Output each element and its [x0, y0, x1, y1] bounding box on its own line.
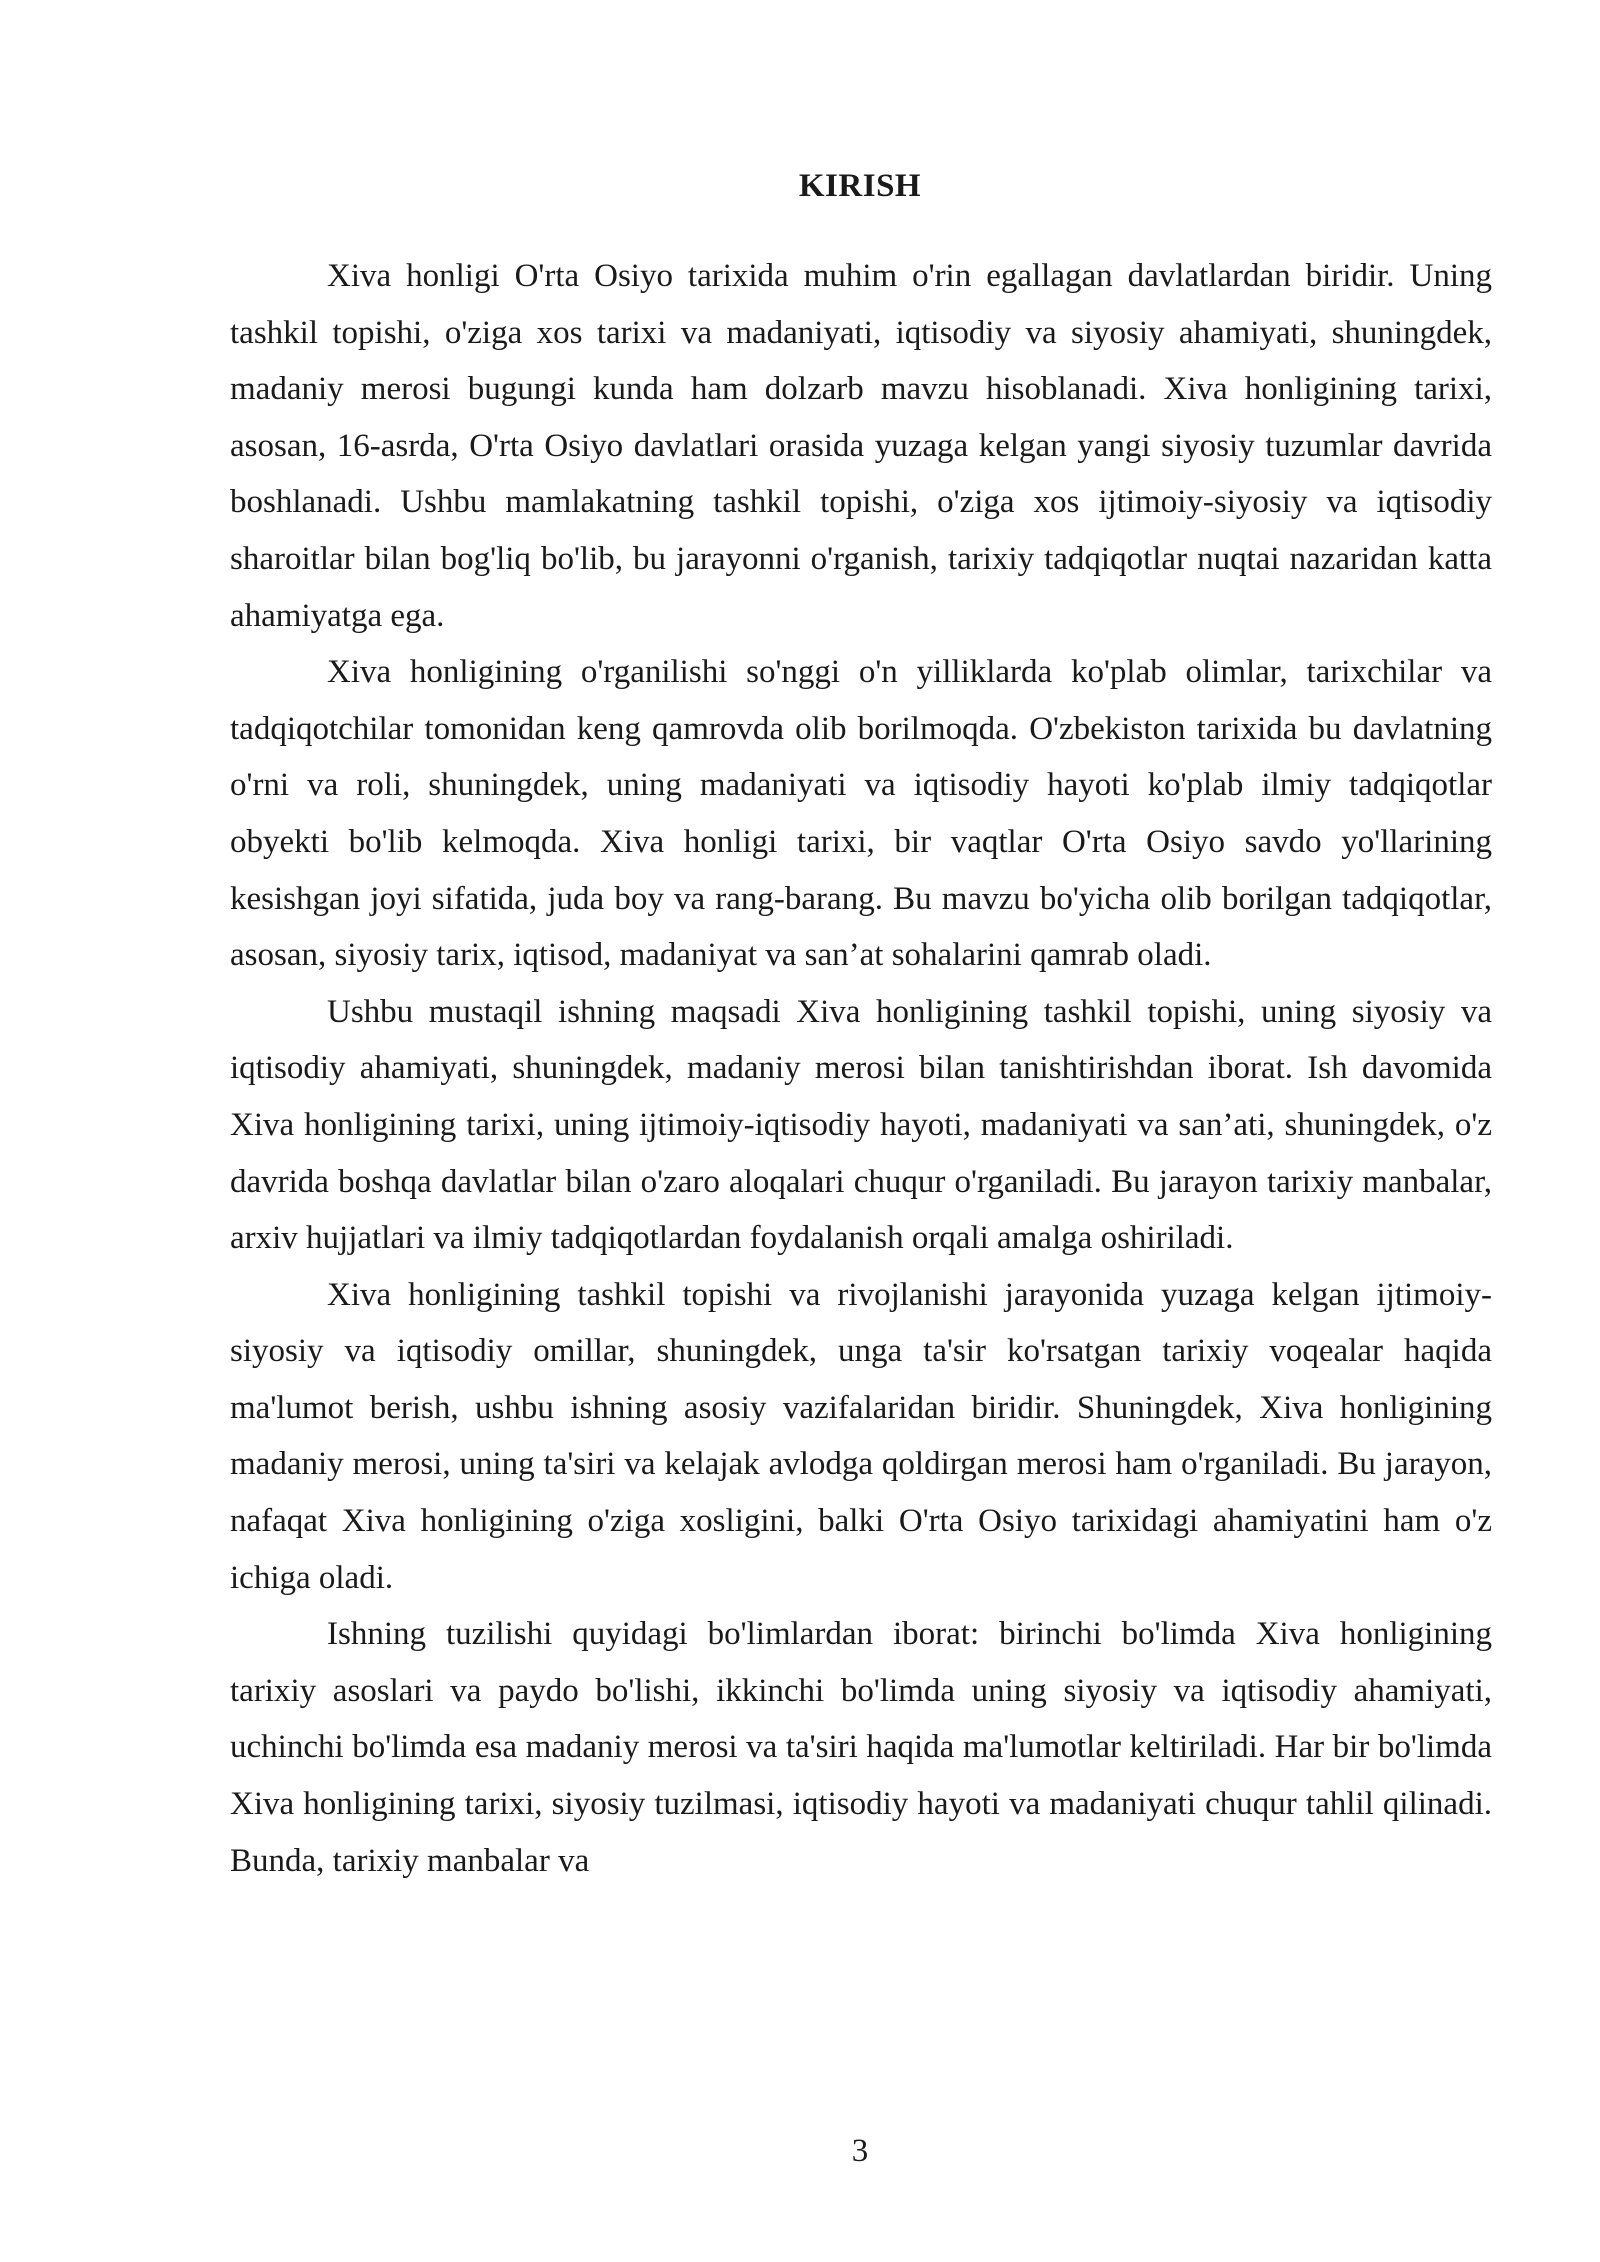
body-text [230, 248, 1492, 1889]
paragraph-5: Ishning tuzilishi quyidagi bo'limlardan iborat: birinchi bo'limda Xiva honligining tarixiy asoslari va paydo bo'lishi, ikkinchi bo'limda uning siyosiy va iqtisodiy ahamiyati, uchinchi bo'limda esa madaniy merosi va ta'siri haqida ma'lumotlar keltiriladi. Har bir bo'limda Xiva honligining tarixi, siyosiy tuzilmasi, iqtisodiy hayoti va madaniyati chuqur tahlil qilinadi. Bunda, tarixiy manbalar va [230, 1616, 1492, 1879]
page-title: KIRISH [798, 168, 922, 204]
paragraph-2: Xiva honligining o'rganilishi so'nggi o'n yilliklarda ko'plab olimlar, tarixchilar va tadqiqotchilar tomonidan keng qamrovda olib borilmoqda. O'zbekiston tarixida bu davlatning o'rni va roli, shuningdek, uning madaniyati va iqtisodiy hayoti ko'plab ilmiy tadqiqotlar obyekti bo'lib kelmoqda. Xiva honligi tarixi, bir vaqtlar O'rta Osiyo savdo yo'llarining kesishgan joyi sifatida, juda boy va rang-barang. Bu mavzu bo'yicha olib borilgan tadqiqotlar, asosan, siyosiy tarix, iqtisod, madaniyat va san’at sohalarini qamrab oladi. [230, 654, 1492, 974]
paragraph-4: Xiva honligining tashkil topishi va rivojlanishi jarayonida yuzaga kelgan ijtimoiy-siyosiy va iqtisodiy omillar, shuningdek, unga ta'sir ko'rsatgan tarixiy voqealar haqida ma'lumot berish, ushbu ishning asosiy vazifalaridan biridir. Shuningdek, Xiva honligining madaniy merosi, uning ta'siri va kelajak avlodga qoldirgan merosi ham o'rganiladi. Bu jarayon, nafaqat Xiva honligining o'ziga xosligini, balki O'rta Osiyo tarixidagi ahamiyatini ham o'z ichiga oladi. [230, 1276, 1492, 1596]
page-number: 3 [851, 2133, 869, 2169]
paragraph-3: Ushbu mustaqil ishning maqsadi Xiva honligining tashkil topishi, uning siyosiy va iqtisodiy ahamiyati, shuningdek, madaniy merosi bilan tanishtirishdan iborat. Ish davomida Xiva honligining tarixi, uning ijtimoiy-iqtisodiy hayoti, madaniyati va san’ati, shuningdek, o'z davrida boshqa davlatlar bilan o'zaro aloqalari chuqur o'rganiladi. Bu jarayon tarixiy manbalar, arxiv hujjatlari va ilmiy tadqiqotlardan foydalanish orqali amalga oshiriladi. [230, 993, 1492, 1257]
paragraph-1: Xiva honligi O'rta Osiyo tarixida muhim o'rin egallagan davlatlardan biridir. Uning tashkil topishi, o'ziga xos tarixi va madaniyati, iqtisodiy va siyosiy ahamiyati, shuningdek, madaniy merosi bugungi kunda ham dolzarb mavzu hisoblanadi. Xiva honligining tarixi, asosan, 16-asrda, O'rta Osiyo davlatlari orasida yuzaga kelgan yangi siyosiy tuzumlar davrida boshlanadi. Ushbu mamlakatning tashkil topishi, o'ziga xos ijtimoiy-siyosiy va iqtisodiy sharoitlar bilan bog'liq bo'lib, bu jarayonni o'rganish, tarixiy tadqiqotlar nuqtai nazaridan katta ahamiyatga ega. [230, 258, 1492, 634]
